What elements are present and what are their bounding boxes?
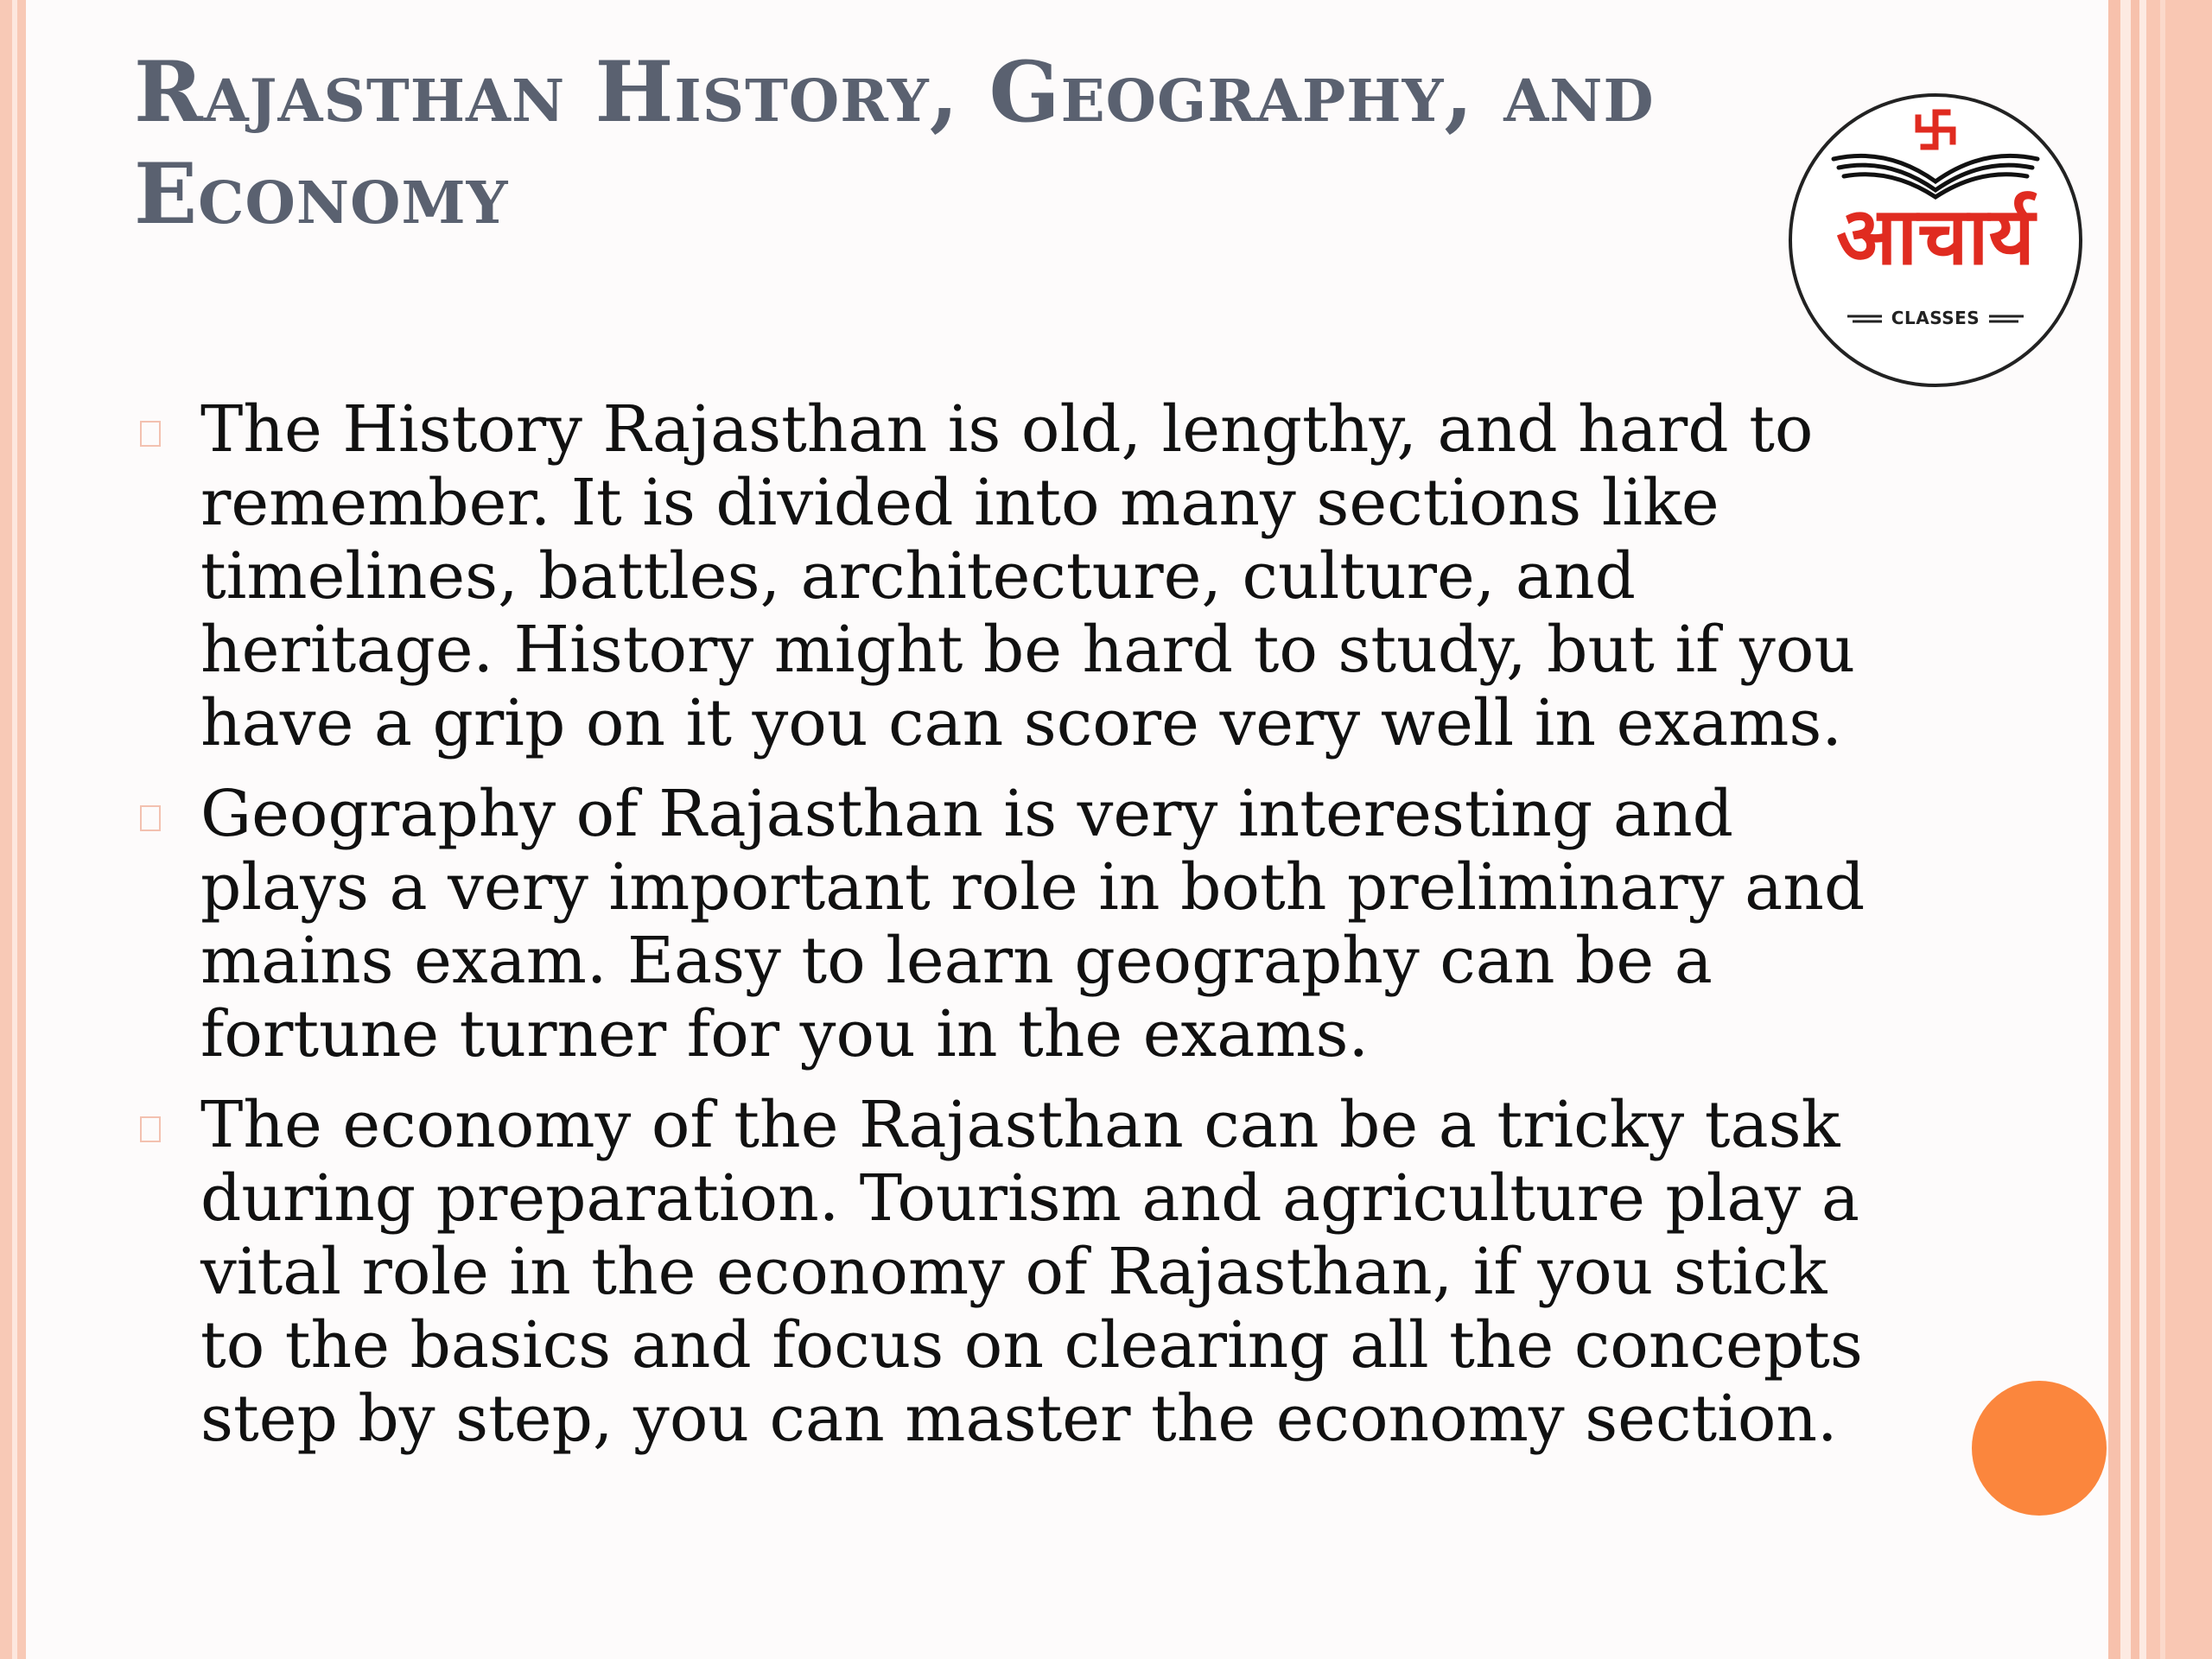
right-border-stripe (2139, 0, 2146, 1659)
logo-wordmark: आचार्य (1836, 190, 2035, 283)
right-border-band (2146, 0, 2212, 1659)
acharya-classes-logo (1789, 93, 2082, 387)
list-item (130, 778, 1901, 1071)
left-border-line (12, 0, 17, 1659)
bullet-marker-icon (140, 1116, 161, 1142)
right-border-stripe (2131, 0, 2139, 1659)
bullet-text: Geography of Rajasthan is very interesting and plays a very important role in both preliminary and mains exam. Easy to learn geography can be a fortune turner for you in the exams. (200, 777, 1866, 1071)
bullet-text: The History Rajasthan is old, lengthy, and hard to remember. It is divided into many sections like timelines, battles, architecture, culture, and heritage. History might be hard to study, but if you have a grip on it you can score very well in exams. (200, 392, 1856, 760)
bullet-marker-icon (140, 805, 161, 831)
bullet-list (130, 393, 1901, 1473)
list-item (130, 1089, 1901, 1456)
list-item (130, 393, 1901, 760)
right-border-stripe (2160, 0, 2165, 1659)
orange-circle-decoration (1972, 1381, 2107, 1516)
slide-title: Rajasthan History, Geography, and Economy (134, 43, 1655, 243)
right-border-stripe (2108, 0, 2120, 1659)
right-border-stripe (2120, 0, 2131, 1659)
bullet-text: The economy of the Rajasthan can be a tricky task during preparation. Tourism and agriculture play a vital role in the economy of Rajasthan, if you stick to the basics and focus on clearing all the concepts step by step, you can master the economy section. (200, 1088, 1863, 1456)
logo-subtitle: CLASSES (1891, 308, 1980, 328)
bullet-marker-icon (140, 421, 161, 447)
